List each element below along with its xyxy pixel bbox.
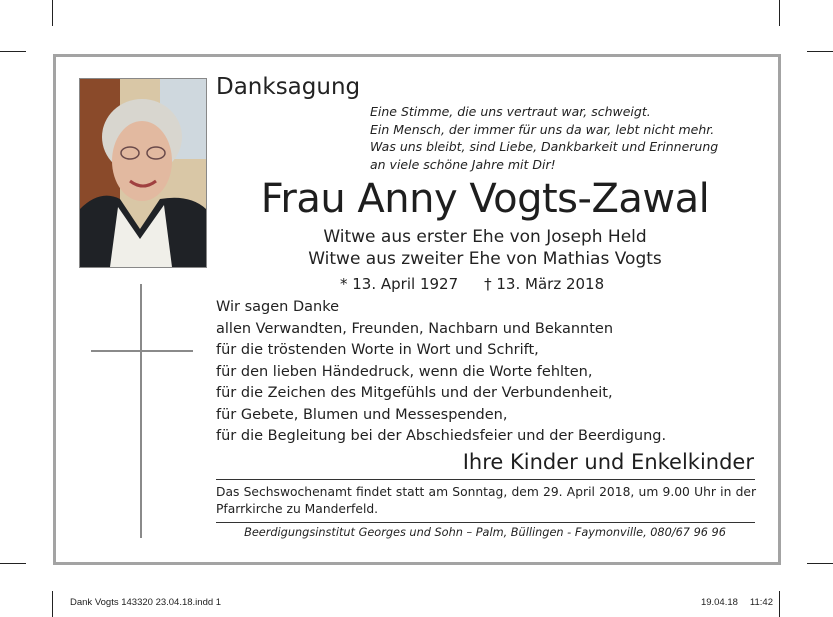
- portrait-photo: [79, 78, 207, 268]
- thanks-line: allen Verwandten, Freunden, Nachbarn und Bekannten: [216, 320, 614, 337]
- funeral-home: Beerdigungsinstitut Georges und Sohn – Palm, Büllingen - Faymonville, 080/67 96 96: [244, 526, 726, 539]
- divider: [216, 479, 755, 480]
- poem-line: an viele schöne Jahre mit Dir!: [370, 156, 556, 172]
- poem: [370, 103, 770, 173]
- signature: Ihre Kinder und Enkelkinder: [462, 450, 754, 474]
- mass-notice: Das Sechswochenamt findet statt am Sonntag, dem 29. April 2018, um 9.00 Uhr in der Pfarrkirche zu Manderfeld.: [216, 485, 756, 516]
- print-file-label: Dank Vogts 143320 23.04.18.indd 1: [70, 597, 222, 608]
- thanks-line: für die tröstenden Worte in Wort und Schrift,: [216, 342, 539, 358]
- widow-line: Witwe aus zweiter Ehe von Mathias Vogts: [308, 249, 662, 269]
- thanks-line: für die Begleitung bei der Abschiedsfeier und der Beerdigung.: [216, 428, 667, 444]
- crop-mark: [0, 563, 26, 564]
- deceased-name: Frau Anny Vogts-Zawal: [260, 176, 710, 222]
- poem-line: Was uns bleibt, sind Liebe, Dankbarkeit und Erinnerung: [370, 139, 719, 154]
- cross-icon: [140, 284, 142, 538]
- thanks-line: für den lieben Händedruck, wenn die Worte fehlten,: [216, 363, 593, 380]
- divider: [216, 522, 755, 523]
- widow-lines: [216, 226, 754, 270]
- print-time: 11:42: [749, 597, 773, 608]
- thanks-line: für die Zeichen des Mitgefühls und der Verbundenheit,: [216, 385, 613, 401]
- poem-line: Ein Mensch, der immer für uns da war, lebt nicht mehr.: [370, 121, 715, 137]
- thanks-text: [216, 297, 666, 448]
- cross-icon-bar: [91, 350, 193, 352]
- thanks-line: Wir sagen Danke: [216, 299, 340, 315]
- widow-line: Witwe aus erster Ehe von Joseph Held: [323, 227, 647, 247]
- poem-line: Eine Stimme, die uns vertraut war, schweigt.: [370, 104, 651, 119]
- life-dates: [340, 275, 604, 293]
- crop-mark: [52, 0, 53, 26]
- crop-mark: [779, 0, 780, 26]
- print-timestamp: [701, 597, 773, 608]
- crop-mark: [52, 591, 53, 617]
- thanks-line: für Gebete, Blumen und Messespenden,: [216, 406, 508, 423]
- crop-mark: [807, 563, 833, 564]
- death-date: † 13. März 2018: [484, 275, 605, 293]
- print-date: 19.04.18: [700, 597, 738, 608]
- birth-date: * 13. April 1927: [340, 275, 459, 293]
- crop-mark: [0, 51, 26, 52]
- page-title: Danksagung: [216, 74, 361, 100]
- crop-mark: [807, 51, 833, 52]
- crop-mark: [779, 591, 780, 617]
